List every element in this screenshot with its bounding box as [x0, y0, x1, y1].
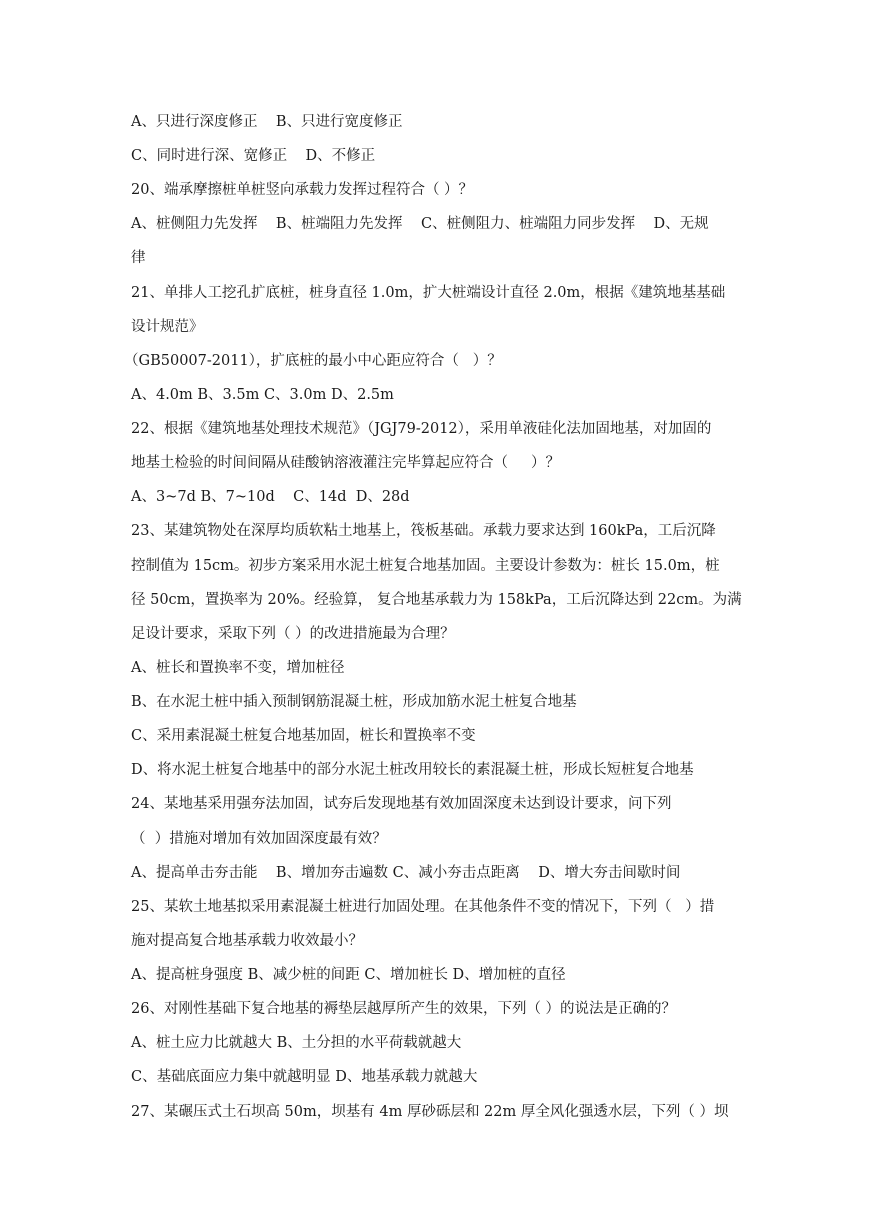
question-22: 22、根据《建筑地基处理技术规范》（JGJ79-2012），采用单液硅化法加固地基，对加固的	[131, 421, 712, 437]
text-line: A、桩土应力比就越大 B、土分担的水平荷载就越大	[131, 1035, 462, 1051]
text-line: （ ）措施对增加有效加固深度最有效？	[131, 831, 387, 847]
question-27: 27、某碾压式土石坝高 50m，坝基有 4m 厚砂砾层和 22m 厚全风化强透水层，下列（ ）坝	[131, 1104, 729, 1120]
question-23: 23、某建筑物处在深厚均质软粘土地基上，筏板基础。承载力要求达到 160kPa，工后沉降	[131, 523, 716, 539]
text-line: C、基础底面应力集中就越明显 D、地基承载力就越大	[131, 1069, 478, 1085]
text-line: D、将水泥土桩复合地基中的部分水泥土桩改用较长的素混凝土桩，形成长短桩复合地基	[131, 762, 694, 778]
question-25: 25、某软土地基拟采用素混凝土桩进行加固处理。在其他条件不变的情况下，下列（ ）措	[131, 899, 715, 915]
text-line: A、4.0m B、3.5m C、3.0m D、2.5m	[131, 387, 394, 403]
text-line: 施对提高复合地基承载力收效最小？	[131, 933, 363, 949]
question-24: 24、某地基采用强夯法加固，试夯后发现地基有效加固深度未达到设计要求，问下列	[131, 796, 672, 812]
text-line: A、桩侧阻力先发挥 B、桩端阻力先发挥 C、桩侧阻力、桩端阻力同步发挥 D、无规	[131, 216, 709, 232]
text-line: A、3~7d B、7~10d C、14d D、28d	[131, 489, 410, 505]
text-line: C、同时进行深、宽修正 D、不修正	[131, 148, 376, 164]
question-20: 20、端承摩擦桩单桩竖向承载力发挥过程符合（ ）？	[131, 182, 474, 198]
text-line: A、只进行深度修正 B、只进行宽度修正	[131, 114, 403, 130]
text-line: 律	[131, 250, 146, 266]
text-line: A、提高桩身强度 B、减少桩的间距 C、增加桩长 D、增加桩的直径	[131, 967, 566, 983]
text-line: 径 50cm，置换率为 20%。经验算， 复合地基承载力为 158kPa，工后沉降达到 22cm。为满	[131, 592, 742, 608]
text-line: B、在水泥土桩中插入预制钢筋混凝土桩，形成加筋水泥土桩复合地基	[131, 694, 577, 710]
text-line: A、提高单击夯击能 B、增加夯击遍数 C、减小夯击点距离 D、增大夯击间歇时间	[131, 865, 681, 881]
text-line: 足设计要求，采取下列（ ）的改进措施最为合理？	[131, 626, 455, 642]
question-26: 26、对刚性基础下复合地基的褥垫层越厚所产生的效果，下列（ ）的说法是正确的？	[131, 1001, 677, 1017]
question-21: 21、单排人工挖孔扩底桩，桩身直径 1.0m，扩大桩端设计直径 2.0m，根据《建筑地基基础	[131, 285, 726, 301]
text-line: 控制值为 15cm。初步方案采用水泥土桩复合地基加固。主要设计参数为：桩长 15.0m，桩	[131, 558, 720, 574]
text-line: A、桩长和置换率不变，增加桩径	[131, 660, 345, 676]
text-line: C、采用素混凝土桩复合地基加固，桩长和置换率不变	[131, 728, 476, 744]
text-line: 地基土检验的时间间隔从硅酸钠溶液灌注完毕算起应符合（ ）？	[131, 455, 561, 471]
text-line: 设计规范》	[131, 319, 204, 335]
text-line: （GB50007-2011），扩底桩的最小中心距应符合（ ）？	[124, 353, 502, 369]
